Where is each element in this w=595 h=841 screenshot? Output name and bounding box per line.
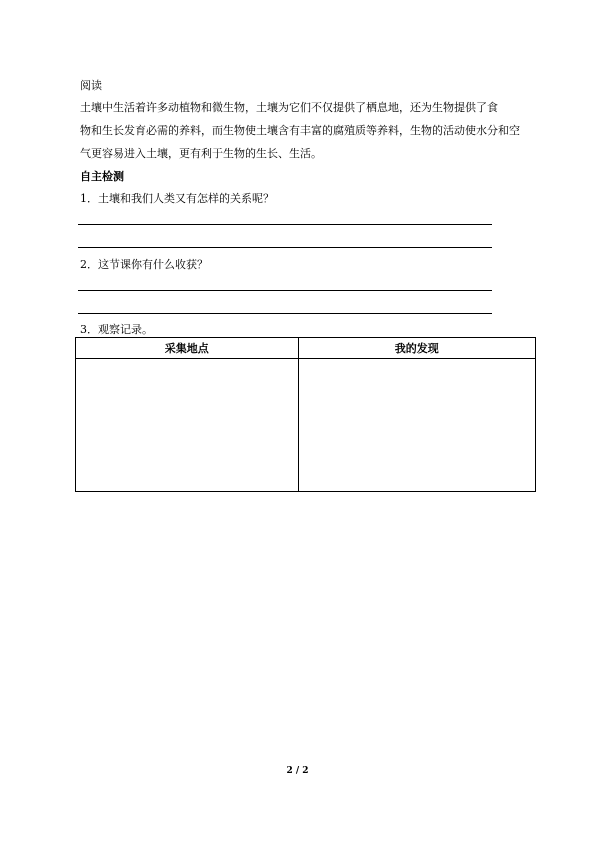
my-findings-cell[interactable]	[298, 359, 535, 492]
answer-line-1b	[78, 247, 492, 248]
answer-line-1a	[78, 224, 492, 225]
column-header-collection-site: 采集地点	[76, 338, 299, 359]
question-1: 1．土壤和我们人类又有怎样的关系呢？	[80, 192, 274, 205]
question-3: 3．观察记录。	[80, 323, 153, 336]
page-number: 2 / 2	[286, 766, 309, 776]
column-header-my-findings: 我的发现	[298, 338, 535, 359]
answer-line-2a	[78, 290, 492, 291]
collection-site-cell[interactable]	[76, 359, 299, 492]
observation-record-table	[75, 337, 536, 492]
self-check-heading: 自主检测	[80, 170, 124, 183]
table-header-row	[76, 338, 536, 359]
table-row	[76, 359, 536, 492]
question-2: 2．这节课你有什么收获？	[80, 258, 208, 271]
reading-heading: 阅读	[80, 79, 102, 92]
reading-paragraph-line-3: 气更容易进入土壤，更有利于生物的生长、生活。	[80, 147, 322, 160]
answer-line-2b	[78, 313, 492, 314]
reading-paragraph-line-1: 土壤中生活着许多动植物和微生物，土壤为它们不仅提供了栖息地，还为生物提供了食	[80, 101, 498, 114]
reading-paragraph-line-2: 物和生长发育必需的养料，而生物使土壤含有丰富的腐殖质等养料，生物的活动使水分和空	[80, 124, 520, 137]
